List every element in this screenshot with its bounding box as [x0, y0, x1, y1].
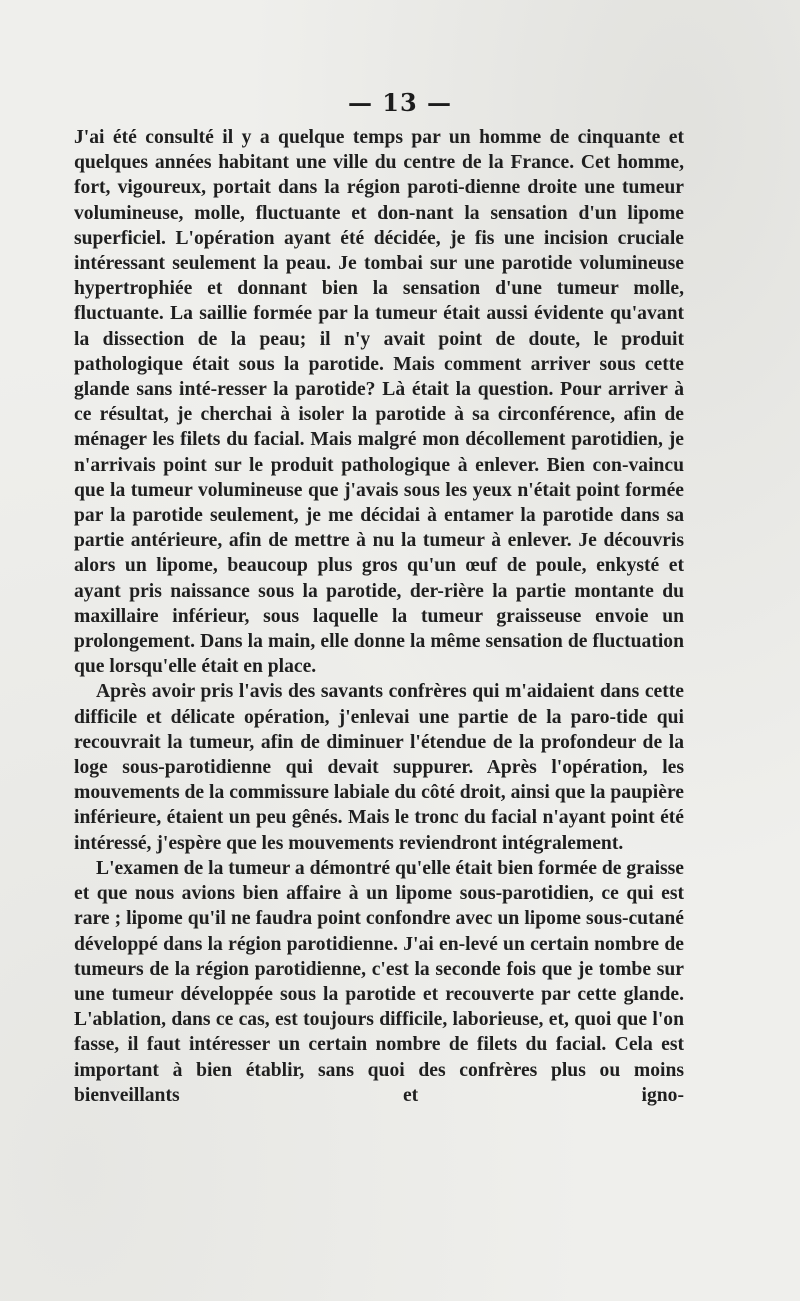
paragraph-2: Après avoir pris l'avis des savants confrères qui m'aidaient dans cette difficile et délicate opération, j'enlevai une partie de la paro-tide qui recouvrait la tumeur, afin de diminuer l'étendue de la profondeur de la loge sous-parotidienne qui devait suppurer. Après l'opération, les mouvements de la commissure labiale du côté droit, ainsi que la paupière inférieure, étaient un peu gênés. Mais le tronc du facial n'ayant point été intéressé, j'espère que les mouvements reviendront intégralement.: [74, 681, 684, 854]
paragraph-3: L'examen de la tumeur a démontré qu'elle était bien formée de graisse et que nous avions bien affaire à un lipome sous-parotidien, ce qui est rare ; lipome qu'il ne faudra point confondre avec un lipome sous-cutané développé dans la région parotidienne. J'ai en-levé un certain nombre de tumeurs de la région parotidienne, c'est la seconde fois que je tombe sur une tumeur développée sous la parotide et recouverte par cette glande. L'ablation, dans ce cas, est toujours difficile, laborieuse, et, quoi que l'on fasse, il faut intéresser un certain nombre de filets du facial. Cela est important à bien établir, sans quoi des confrères plus ou moins bienveillants et igno-: [74, 857, 684, 1106]
page-number: — 13 —: [347, 88, 453, 117]
paragraph-1: J'ai été consulté il y a quelque temps par un homme de cinquante et quelques années habitant une ville du centre de la France. Cet homme, fort, vigoureux, portait dans la région paroti-dienne droite une tumeur volumineuse, molle, fluctuante et don-nant la sensation d'un lipome superficiel. L'opération ayant été décidée, je fis une incision cruciale intéressant seulement la peau. Je tombai sur une parotide volumineuse hypertrophiée et donnant bien la sensation d'une tumeur molle, fluctuante. La saillie formée par la tumeur était aussi évidente qu'avant la dissection de la peau; il n'y avait point de doute, le produit pathologique était sous la parotide. Mais comment arriver sous cette glande sans inté-resser la parotide? Là était la question. Pour arriver à ce résultat, je cherchai à isoler la parotide à sa circonférence, afin de ménager les filets du facial. Mais malgré mon décollement parotidien, je n'arrivais point sur le produit pathologique à enlever. Bien con-vaincu que la tumeur volumineuse que j'avais sous les yeux n'était point formée par la parotide seulement, je me décidai à entamer la parotide dans sa partie antérieure, afin de mettre à nu la tumeur à enlever. Je découvris alors un lipome, beaucoup plus gros qu'un œuf de poule, enkysté et ayant pris naissance sous la parotide, der-rière la partie montante du maxillaire inférieur, sous laquelle la tumeur graisseuse envoie un prolongement. Dans la main, elle donne la même sensation de fluctuation que lorsqu'elle était en place.: [74, 127, 684, 678]
body-text: [74, 125, 684, 1108]
